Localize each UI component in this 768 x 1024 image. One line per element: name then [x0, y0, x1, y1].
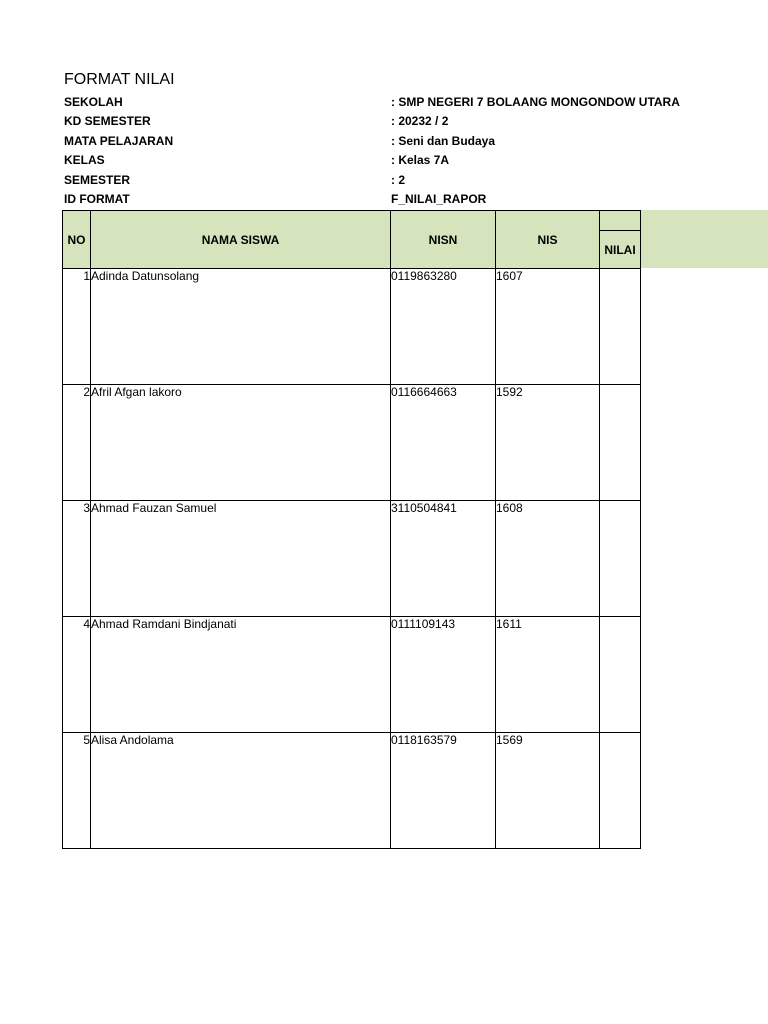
cell-nilai[interactable] — [600, 269, 641, 385]
cell-nilai[interactable] — [600, 385, 641, 501]
header-nilai-group — [600, 211, 641, 231]
cell-no[interactable]: 2 — [63, 385, 91, 501]
cell-nis[interactable]: 1611 — [496, 617, 600, 733]
cell-nis[interactable]: 1607 — [496, 269, 600, 385]
cell-no[interactable]: 5 — [63, 733, 91, 849]
cell-nisn[interactable]: 3110504841 — [391, 501, 496, 617]
form-title: FORMAT NILAI — [64, 71, 175, 88]
cell-nilai[interactable] — [600, 733, 641, 849]
table-row — [63, 269, 641, 385]
cell-nilai[interactable] — [600, 617, 641, 733]
header-no: NO — [63, 211, 91, 269]
label-kelas: KELAS — [64, 153, 105, 167]
label-id-format: ID FORMAT — [64, 192, 130, 206]
cell-nama[interactable]: Alisa Andolama — [91, 733, 391, 849]
table-row — [63, 617, 641, 733]
cell-nisn[interactable]: 0116664663 — [391, 385, 496, 501]
cell-nama[interactable]: Ahmad Fauzan Samuel — [91, 501, 391, 617]
label-kd-semester: KD SEMESTER — [64, 114, 151, 128]
cell-no[interactable]: 4 — [63, 617, 91, 733]
header-nisn: NISN — [391, 211, 496, 269]
value-semester: : 2 — [391, 173, 406, 187]
value-id-format: F_NILAI_RAPOR — [391, 192, 487, 206]
label-sekolah: SEKOLAH — [64, 95, 123, 109]
header-fill-extension — [641, 210, 768, 268]
cell-nama[interactable]: Adinda Datunsolang — [91, 269, 391, 385]
cell-nis[interactable]: 1569 — [496, 733, 600, 849]
header-nis: NIS — [496, 211, 600, 269]
value-sekolah: : SMP NEGERI 7 BOLAANG MONGONDOW UTARA — [391, 95, 680, 109]
cell-nis[interactable]: 1592 — [496, 385, 600, 501]
value-kd-semester: : 20232 / 2 — [391, 114, 449, 128]
header-nama-siswa: NAMA SISWA — [91, 211, 391, 269]
label-mata-pelajaran: MATA PELAJARAN — [64, 134, 174, 148]
cell-no[interactable]: 3 — [63, 501, 91, 617]
value-mata-pelajaran: : Seni dan Budaya — [391, 134, 496, 148]
table-row — [63, 385, 641, 501]
table-row — [63, 501, 641, 617]
cell-nisn[interactable]: 0118163579 — [391, 733, 496, 849]
student-grade-table — [62, 210, 641, 849]
cell-nisn[interactable]: 0111109143 — [391, 617, 496, 733]
table-row — [63, 733, 641, 849]
cell-nilai[interactable] — [600, 501, 641, 617]
cell-nama[interactable]: Ahmad Ramdani Bindjanati — [91, 617, 391, 733]
cell-no[interactable]: 1 — [63, 269, 91, 385]
value-kelas: : Kelas 7A — [391, 153, 450, 167]
label-semester: SEMESTER — [64, 173, 131, 187]
cell-nama[interactable]: Afril Afgan lakoro — [91, 385, 391, 501]
cell-nisn[interactable]: 0119863280 — [391, 269, 496, 385]
cell-nis[interactable]: 1608 — [496, 501, 600, 617]
header-nilai: NILAI — [600, 231, 641, 269]
